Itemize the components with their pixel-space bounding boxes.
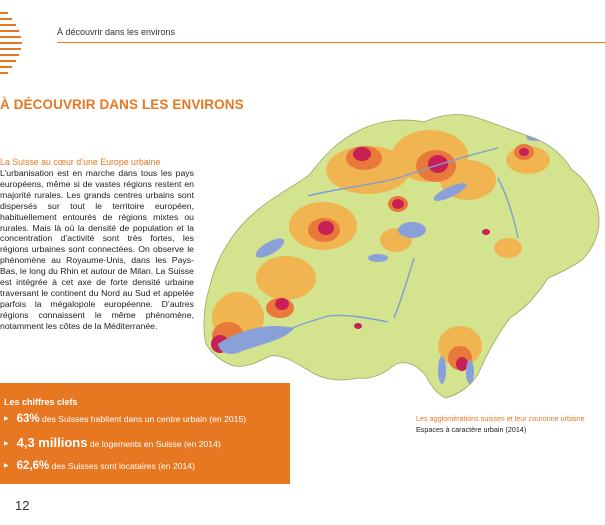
running-header: À découvrir dans les environs — [57, 27, 176, 37]
key-figure-text: des Suisses sont locataires (en 2014) — [51, 461, 195, 471]
key-figures-title: Les chiffres clefs — [4, 397, 78, 407]
header-divider — [57, 42, 605, 43]
key-figure-item — [4, 435, 221, 450]
key-figure-value: 62,6% — [16, 460, 50, 472]
key-figure-item — [4, 460, 195, 472]
switzerland-urban-map — [198, 108, 605, 408]
bullet-arrow-icon: ▶ — [4, 416, 9, 422]
key-figure-text: de logements en Suisse (en 2014) — [89, 439, 221, 449]
bullet-arrow-icon: ▶ — [4, 441, 9, 447]
article-body: L’urbanisation est en marche dans tous les pays européens, même si de vastes régions restent en majorité rurales. Les grands centres urbains sont dispersés sur tout le territoire européen, habituellement entourés de régions mixtes ou rurales. Mais là où la densité de population et la concentration d’activité sont très fortes, les régions urbaines sont connectées. On observe le phénomène au Royaume-Unis, dans les Pays-Bas, le long du Rhin et autour de Milan. La Suisse est intégrée à cet axe de forte densité urbaine traversant le continent du Nord au Sud et appelée parfois la mégalopole européenne. D’autres régions connaissent le même phénomène, notamment les côtes de la Méditerranée. — [0, 168, 194, 331]
section-heading: À DÉCOUVRIR DANS LES ENVIRONS — [0, 97, 244, 112]
page-number: 12 — [15, 498, 30, 513]
map-caption-title: Les agglomérations suisses et leur couronne urbaine — [416, 414, 585, 423]
key-figures-box — [0, 383, 290, 484]
map-caption-subtitle: Espaces à caractère urbain (2014) — [416, 425, 527, 434]
article-subheading: La Suisse au cœur d’une Europe urbaine — [0, 157, 161, 167]
brand-logo — [0, 10, 22, 74]
key-figure-item — [4, 413, 246, 425]
article — [0, 157, 194, 332]
key-figure-value: 4,3 millions — [16, 435, 88, 450]
bullet-arrow-icon: ▶ — [4, 463, 9, 469]
key-figure-text: des Suisses habitent dans un centre urbain (en 2015) — [42, 414, 247, 424]
key-figure-value: 63% — [16, 413, 40, 425]
